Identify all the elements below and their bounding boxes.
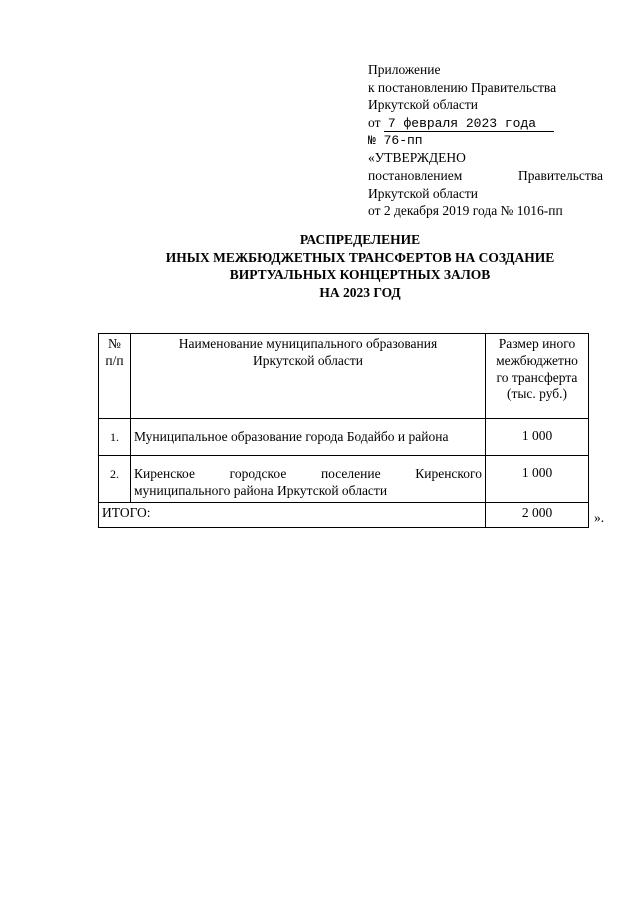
row-municipality: Муниципальное образование города Бодайбо и района [131,419,486,456]
row-number: 1. [99,419,131,456]
header-amount-line-4: (тыс. руб.) [506,386,568,402]
header-amount [486,334,589,419]
header-name-line-1: Наименование муниципального образования [178,336,438,351]
row-municipality-line-1: Киренское городское поселение Киренского [134,466,482,481]
title-line-4: НА 2023 ГОД [319,284,401,300]
distribution-table [98,333,589,528]
row-municipality [131,456,486,503]
title-line-1: РАСПРЕДЕЛЕНИЕ [299,232,421,247]
document-title [100,231,620,301]
total-amount: 2 000 [486,503,589,528]
header-number-sign: № [108,336,121,351]
appendix-block [368,61,603,220]
resolution-date: 7 февраля 2023 года [384,116,554,132]
row-amount: 1 000 [486,456,589,503]
title-line-2: ИНЫХ МЕЖБЮДЖЕТНЫХ ТРАНСФЕРТОВ НА СОЗДАНИЕ [165,249,555,265]
title-line-3: ВИРТУАЛЬНЫХ КОНЦЕРТНЫХ ЗАЛОВ [229,267,491,283]
resolution-number: № 76-пп [368,132,423,148]
approved-resolution-line [368,167,603,185]
approved-region: Иркутской области [368,185,479,201]
row-amount: 1 000 [486,419,589,456]
total-label: ИТОГО: [99,503,486,528]
appendix-to-resolution: к постановлению Правительства [368,79,557,95]
header-name-line-2: Иркутской области [252,352,364,368]
header-amount-line-3: го трансферта [496,369,578,385]
appendix-region: Иркутской области [368,97,479,113]
header-name [131,334,486,419]
table-row [99,456,589,503]
closing-quote: ». [594,510,605,525]
header-amount-line-1: Размер иного [498,336,576,351]
table-header-row [99,334,589,419]
total-row [99,503,589,528]
original-resolution-ref: от 2 декабря 2019 года № 1016-пп [368,203,563,219]
row-number: 2. [99,456,131,503]
header-number [99,334,131,419]
approved-label: «УТВЕРЖДЕНО [368,150,466,166]
resolution-word: постановлением [368,167,463,183]
header-amount-line-2: межбюджетно [496,352,578,368]
row-municipality-line-2: муниципального района Иркутской области [134,482,388,498]
government-word: Правительства [518,167,603,183]
appendix-label: Приложение [368,62,441,77]
date-prefix: от [368,114,381,130]
appendix-date-line [368,114,603,132]
header-number-abbr: п/п [105,352,124,368]
table-row [99,419,589,456]
